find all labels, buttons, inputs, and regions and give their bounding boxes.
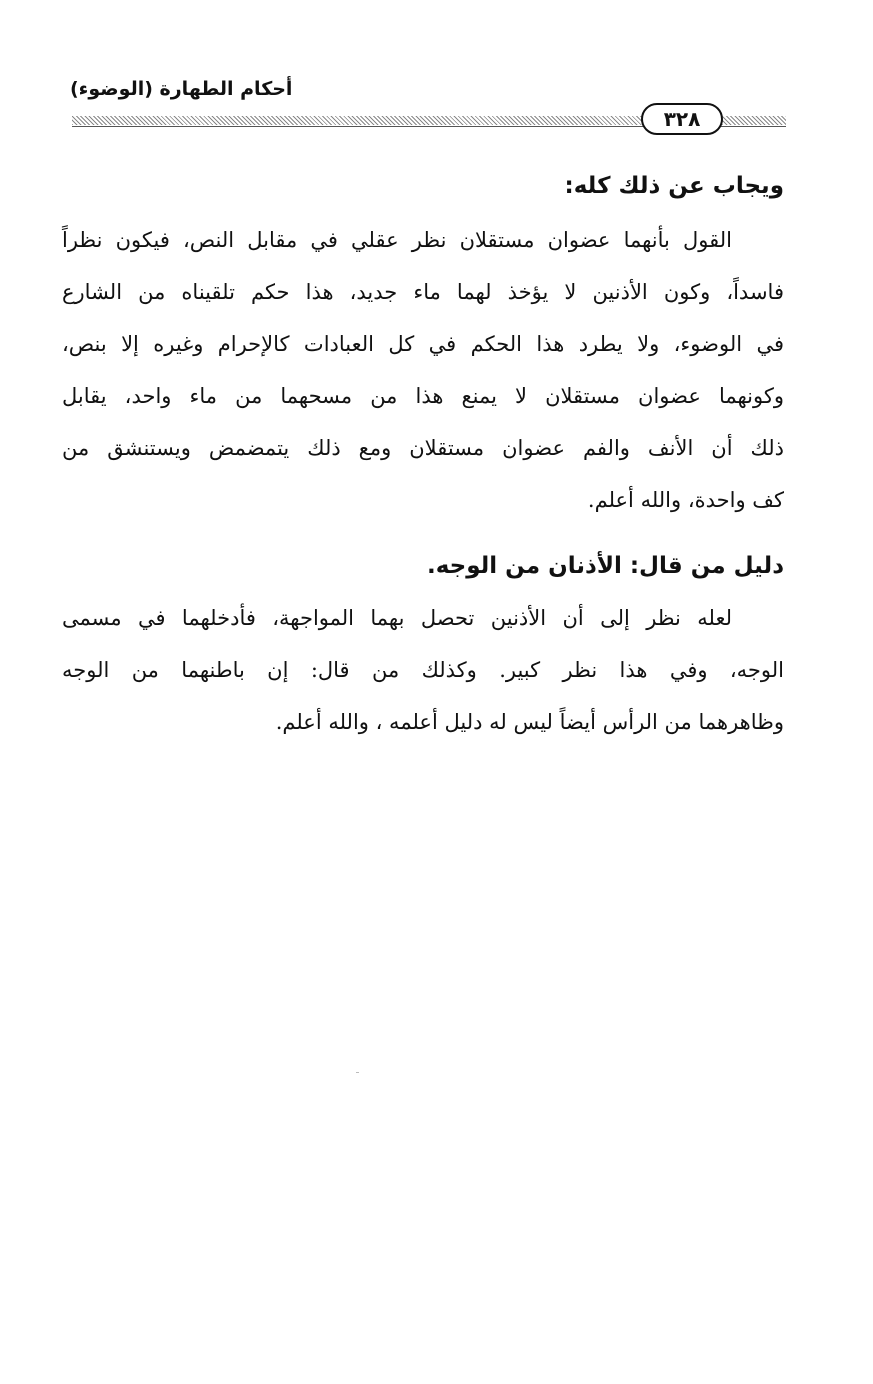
- text-line: في الوضوء، ولا يطرد هذا الحكم في كل العبادات كالإحرام وغيره إلا بنص،: [62, 332, 784, 356]
- paragraph: [62, 592, 784, 748]
- running-title: أحكام الطهارة (الوضوء): [70, 78, 293, 100]
- text-line: الوجه، وفي هذا نظر كبير. وكذلك من قال: إن باطنهما من الوجه: [62, 658, 784, 682]
- page-number: ٣٢٨: [663, 107, 701, 131]
- text-line: كف واحدة، والله أعلم.: [587, 488, 784, 512]
- section-heading: دليل من قال: الأذنان من الوجه.: [426, 553, 784, 579]
- header-rule-right: [722, 116, 786, 125]
- section-evidence: [62, 540, 784, 748]
- section-heading: ويجاب عن ذلك كله:: [564, 173, 784, 199]
- page-number-badge: [641, 103, 723, 135]
- text-line: ذلك أن الأنف والفم عضوان مستقلان ومع ذلك يتمضمض ويستنشق من: [62, 436, 784, 460]
- section-answer: [62, 160, 784, 526]
- text-line: فاسداً، وكون الأذنين لا يؤخذ لهما ماء جديد، هذا حكم تلقيناه من الشارع: [62, 280, 784, 304]
- text-line: لعله نظر إلى أن الأذنين تحصل بهما المواجهة، فأدخلهما في مسمى: [62, 606, 732, 630]
- text-line: القول بأنهما عضوان مستقلان نظر عقلي في مقابل النص، فيكون نظراً: [62, 228, 732, 252]
- paragraph: [62, 214, 784, 526]
- header-rule-left: [72, 116, 642, 125]
- paper-speck: [356, 1072, 359, 1073]
- page-body: [62, 160, 784, 748]
- text-line: وظاهرهما من الرأس أيضاً ليس له دليل أعلمه ، والله أعلم.: [275, 710, 784, 734]
- paragraph-spacer: [62, 526, 784, 540]
- text-line: وكونهما عضوان مستقلان لا يمنع هذا من مسحهما من ماء واحد، يقابل: [62, 384, 784, 408]
